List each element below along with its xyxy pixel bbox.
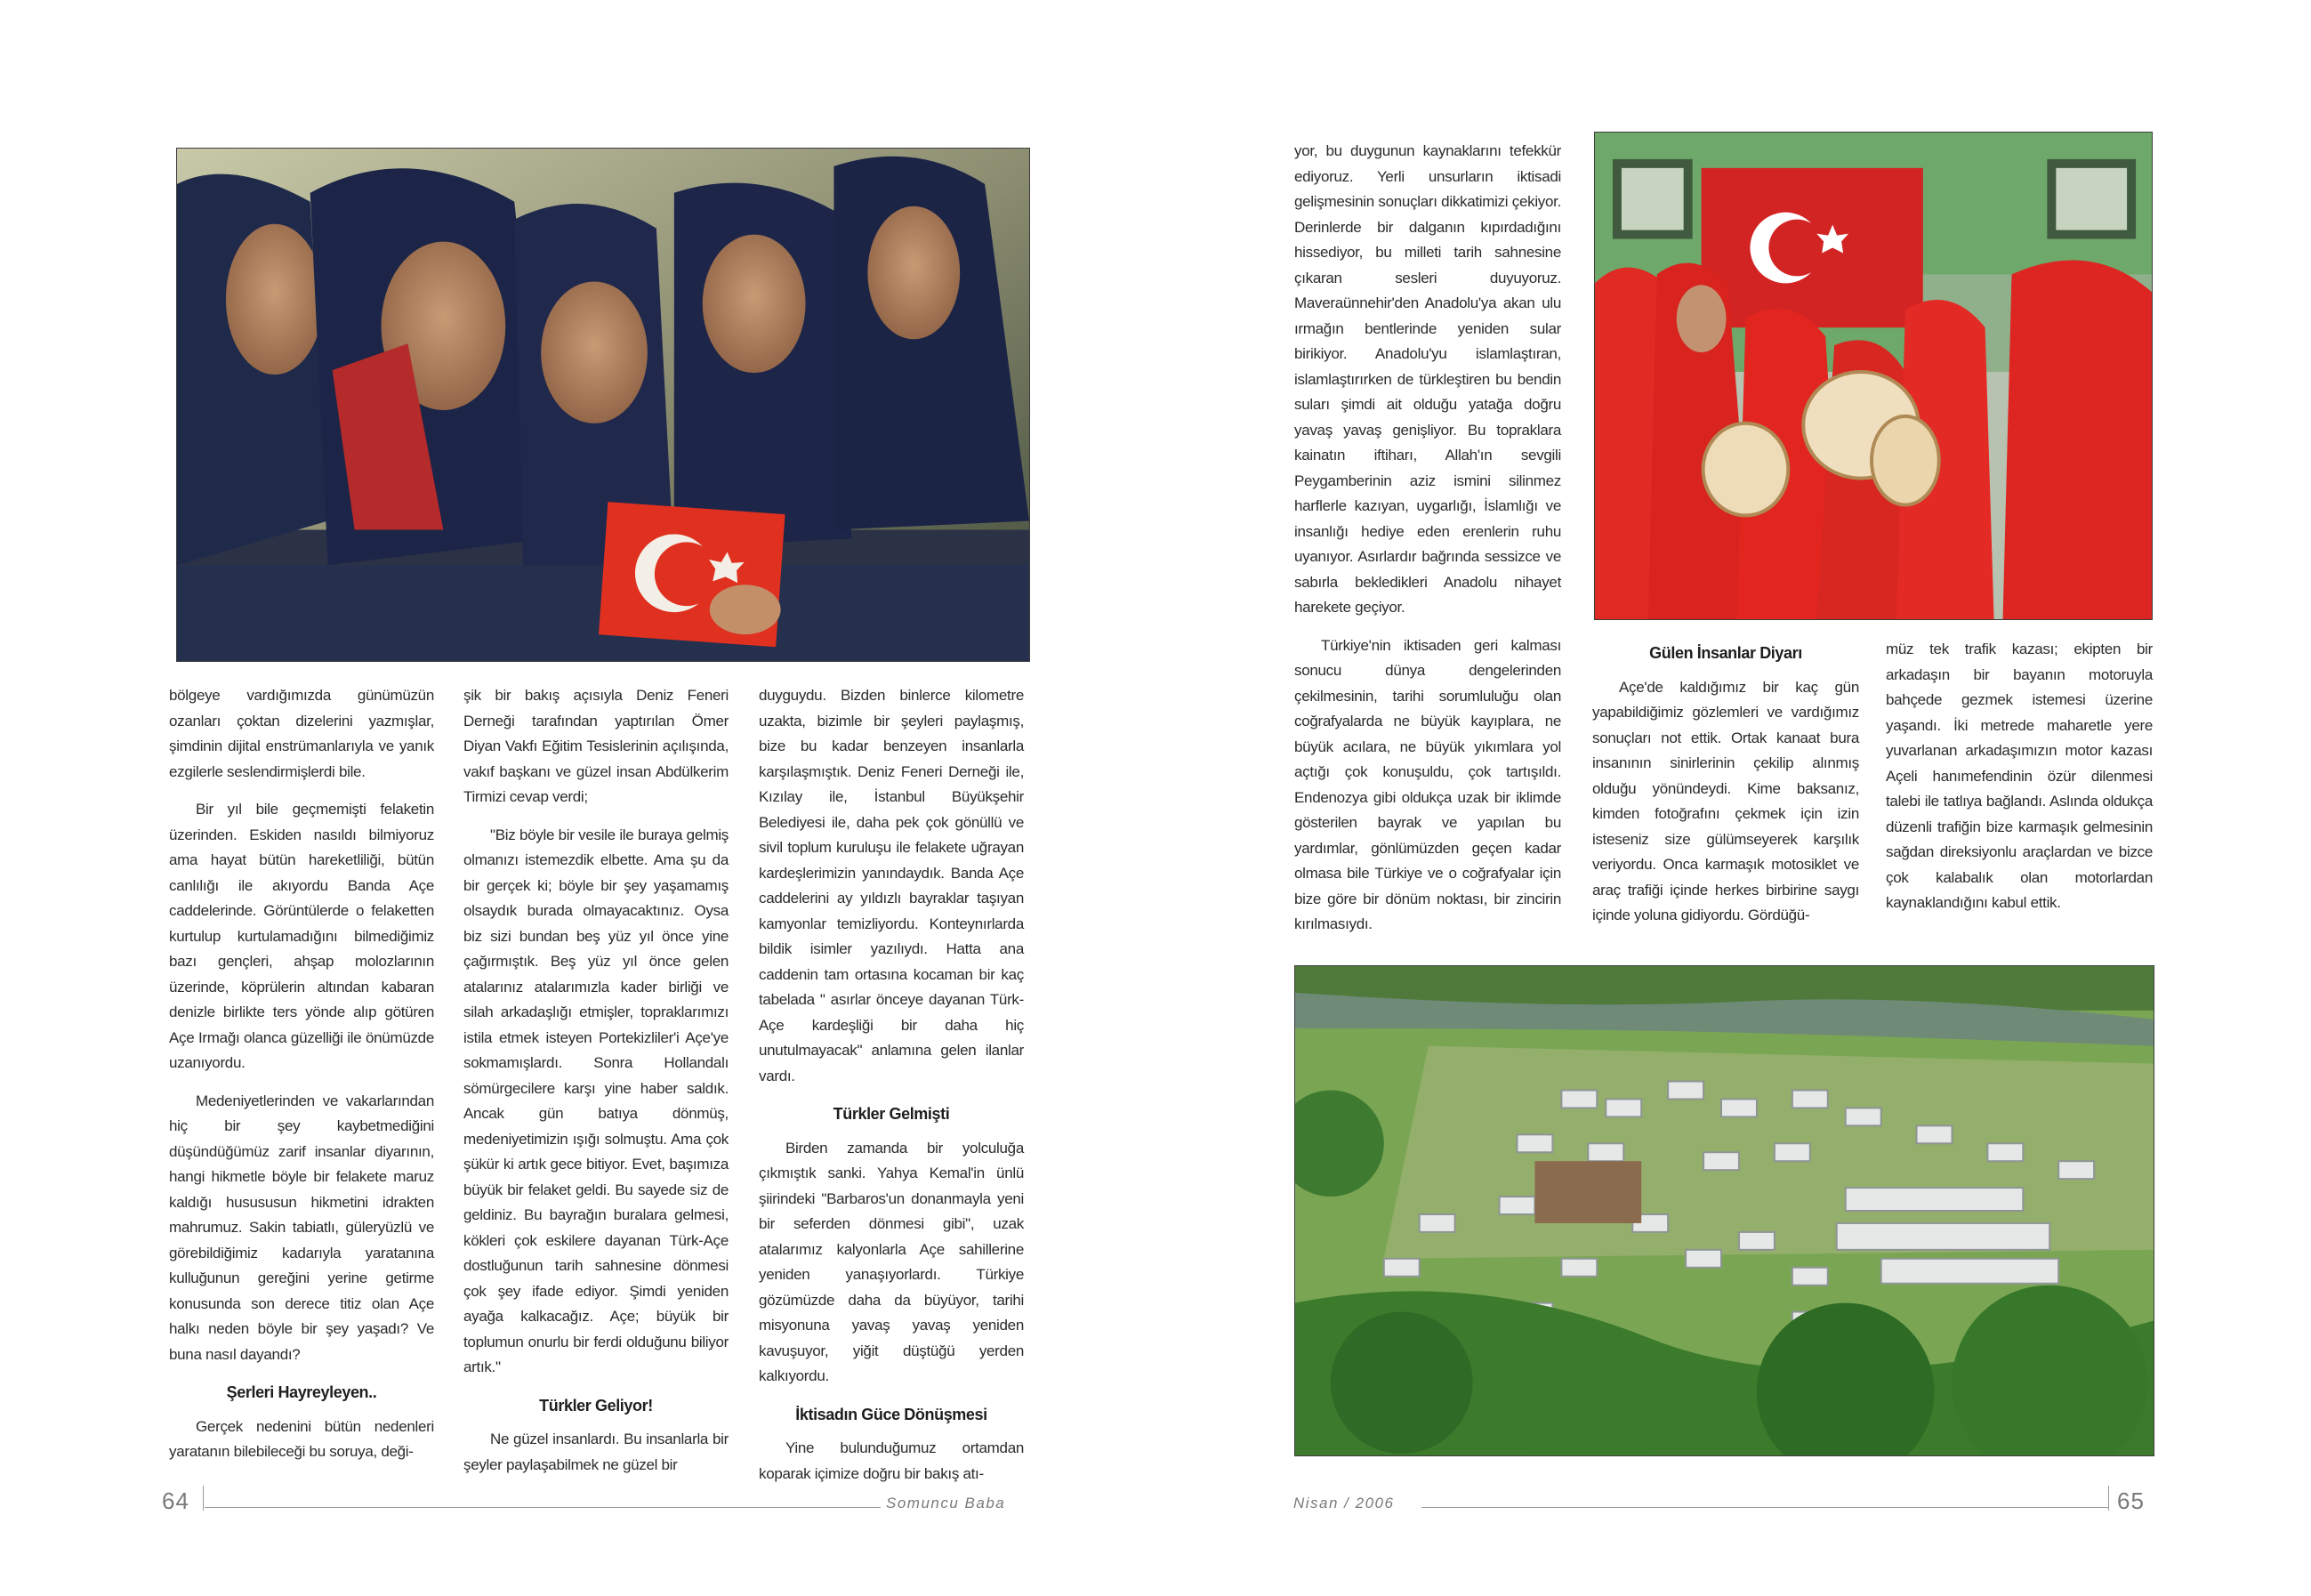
right-column-2 xyxy=(1592,637,1859,941)
section-heading: İktisadın Güce Dönüşmesi xyxy=(795,1405,987,1423)
section-heading: Gülen İnsanlar Diyarı xyxy=(1649,644,1802,662)
right-folio-tick xyxy=(2108,1486,2109,1511)
paragraph: Ne güzel insanlardı. Bu insanlarla bir şeyler paylaşabilmek ne güzel bir xyxy=(463,1431,729,1473)
photo-girls-in-red-image xyxy=(1595,133,2152,619)
photo-girls-with-flag xyxy=(176,148,1030,662)
photo-village-aerial xyxy=(1294,965,2154,1456)
left-running-title: Somuncu Baba xyxy=(886,1495,1006,1511)
right-running-title: Nisan / 2006 xyxy=(1293,1495,1395,1511)
section-heading: Şerleri Hayreyleyen.. xyxy=(226,1383,377,1401)
left-folio-rule xyxy=(205,1507,881,1508)
left-folio-tick xyxy=(203,1486,204,1511)
photo-girls-with-flag-image xyxy=(177,149,1029,661)
paragraph: şik bir bakış açısıyla Deniz Feneri Derneği tarafından yaptırılan Ömer Diyan Vakfı Eğitim Tesislerinin açılışında, vakıf başkanı ve güzel insan Abdülkerim Tirmizi cevap verdi; xyxy=(463,687,729,805)
paragraph: Türkiye'nin iktisaden geri kalması sonucu dünya dengelerinden çekilmesinin, tarihi sorumluluğu olan coğrafyalarda ne büyük kayıplara, ne büyük acılara, ne büyük yıkımlara yol açtığı çok konuşuldu, çok tartışıldı. Endenozya gibi oldukça uzak bir iklimde gösterilen bayrak ve yapılan bu yardımlar, gönlümüzden geçen kadar olmasa bile Türkiye ve o coğrafyalar için bize göre bir dönüm noktası, bir zincirin kırılmasıydı. xyxy=(1294,636,1561,932)
paragraph: "Biz böyle bir vesile ile buraya gelmiş olmanızı istemezdik elbette. Ama şu da bir gerçek ki; böyle bir şey yaşamamış olsaydık burada olmayacaktınız. Oysa biz sizi bundan beş yüz yıl önce yine çağırmıştık. Beş yüz yıl önce gelen atalarınız atalarımızla kader birliği ve silah arkadaşlığı etmişler, topraklarımızı istila etmek isteyen Portekizliler'i Açe'ye sokmamışlardı. Sonra Hollandalı sömürgecilere karşı yine haber saldık. Ancak gün batıya dönmüş, medeniyetimizin ışığı solmuştu. Ama çok şükür ki artık gece bitiyor. Evet, başımıza büyük bir felaket geldi. Bu sayede siz de geldiniz. Bu bayrağın buralara gelmesi, kökleri çok eskilere dayanan Türk-Açe dostluğunun tarih sahnesine dönmesi çok şey ifade ediyor. Şimdi yeniden ayağa kalkacağız. Açe; büyük bir toplumun onurlu bir ferdi olduğunu biliyor artık." xyxy=(463,826,729,1375)
left-column-1 xyxy=(169,683,434,1478)
left-page-number: 64 xyxy=(162,1487,189,1514)
left-column-2 xyxy=(463,683,729,1490)
right-page-number: 65 xyxy=(2117,1487,2145,1514)
paragraph: yor, bu duygunun kaynaklarını tefekkür ediyoruz. Yerli unsurların iktisadi gelişmesinin sonuçları dikkatimizi çekiyor. Derinlerde bir dalganın kıpırdadığını hissediyor, bu milleti tarih sahnesine çıkaran sesleri duyuyoruz. Maveraünnehir'den Anadolu'ya akan ulu ırmağın bentlerinde yeniden sular birikiyor. Anadolu'yu islamlaştıran, islamlaştırırken de türkleştiren bu bendin suları şimdi ait olduğu yatağa doğru yavaş yavaş genişliyor. Bu topraklara kainatın iftiharı, Allah'ın sevgili Peygamberinin aziz ismini silinmez harflerle kazıyan, uygarlığı, İslamlığı ve insanlığı hediye eden erenlerin ruhu uyanıyor. Asırlardır bağrında sessizce ve sabırla bekledikleri Anadolu nihayet harekete geçiyor. xyxy=(1294,142,1561,616)
paragraph: Gerçek nedenini bütün nedenleri yaratanın bilebileceği bu soruya, deği- xyxy=(169,1417,434,1460)
section-heading: Türkler Gelmişti xyxy=(833,1105,950,1123)
paragraph: Medeniyetlerinden ve vakarlarından hiç bir şey kaybetmediğini düşündüğümüz zarif insanlar diyarının, hangi hikmetle böyle bir felakete maruz kaldığı husususun hikmetini idrakten mahrumuz. Sakin tabiatlı, güleryüzlü ve görebildiğimiz kadarıyla yaratanına kulluğunun gereğini yerine getirme konusunda son derece titiz olan Açe halkı neden böyle bir şey yaşadı? Ve buna nasıl dayandı? xyxy=(169,1092,434,1363)
paragraph: müz tek trafik kazası; ekipten bir arkadaşın bir bayanın motoruyla bahçede gezmek istemesi üzerine yaşandı. İki metrede maharetle yere yuvarlanan arkadaşımızın motor kazası Açeli hanımefendinin özür dilenmesi talebi ile tatlıya bağlandı. Aslında oldukça düzenli trafiğin bize karmaşık gelmesinin sağdan direksiyonlu araçlardan ve bizce çok kalabalık olan motorlardan kaynaklandığını kabul ettik. xyxy=(1886,641,2153,911)
paragraph: duyguydu. Bizden binlerce kilometre uzakta, bizimle bir şeyleri paylaşmış, bize bu kadar benzeyen insanlarla karşılaşmıştık. Deniz Feneri Derneği ile, Kızılay ile, İstanbul Büyükşehir Belediyesi ile, daha pek çok gönüllü ve sivil toplum kuruluşu ile felakete uğrayan kardeşlerimizin yanındaydık. Banda Açe caddelerini ay yıldızlı bayraklar taşıyan kamyonlar temizliyordu. Konteynırlarda bildik isimler yazılıydı. Hatta ana caddenin tam ortasına kocaman bir kaç tabelada " asırlar önceye dayanan Türk-Açe kardeşliği bir daha hiç unutulmayacak" anlamına gelen ilanlar vardı. xyxy=(759,687,1024,1084)
photo-village-aerial-image xyxy=(1295,966,2154,1455)
paragraph: Yine bulunduğumuz ortamdan koparak içimize doğru bir bakış atı- xyxy=(759,1439,1024,1482)
right-folio-rule xyxy=(1421,1507,2108,1508)
paragraph: bölgeye vardığımızda günümüzün ozanları çoktan dizelerini yazmışlar, şimdinin dijital enstrümanlarıyla ve yanık ezgilerle seslendirmişlerdi bile. xyxy=(169,687,434,780)
right-column-3 xyxy=(1886,637,2153,929)
paragraph: Bir yıl bile geçmemişti felaketin üzerinden. Eskiden nasıldı bilmiyoruz ama hayat bütün hareketliliği, bütün canlılığı ile akıyordu Banda Açe caddelerinde. Görüntülerde o felaketten kurtulup kurtulamadığını bilmediğimiz bazı gençleri, ahşap molozlarının üzerinde, köprülerin altından kabaran denizle birlikte ters yönde alıp götüren Açe Irmağı olanca güzelliği ile önümüzde uzanıyordu. xyxy=(169,801,434,1071)
section-heading: Türkler Geliyor! xyxy=(539,1396,653,1415)
paragraph: Açe'de kaldığımız bir kaç gün yapabildiğimiz gözlemleri ve vardığımız sonuçları not ettik. Ortak kanaat bura insanının sinirlerinin çekilip alınmış olduğu yönündeydi. Kime baksanız, kimden fotoğrafını çekmek için izin isteseniz size gülümseyerek karşılık veriyordu. Onca karmaşık motosiklet ve araç trafiği içinde herkes birbirine saygı içinde yoluna gidiyordu. Gördüğü- xyxy=(1592,678,1859,923)
photo-girls-in-red xyxy=(1594,132,2153,620)
left-column-3 xyxy=(759,683,1024,1499)
right-column-1 xyxy=(1294,139,1561,950)
paragraph: Birden zamanda bir yolculuğa çıkmıştık sanki. Yahya Kemal'in ünlü şiirindeki "Barbaros'un donanmayla yeni bir seferden dönmesi gibi", uzak atalarımız kalyonlarla Açe sahillerine yeniden yanaşıyorlardı. Türkiye gözümüzde daha da büyüyor, tarihi misyonuna yavaş yavaş yeniden kavuşuyor, yiğit düştüğü yerden kalkıyordu. xyxy=(759,1139,1024,1384)
